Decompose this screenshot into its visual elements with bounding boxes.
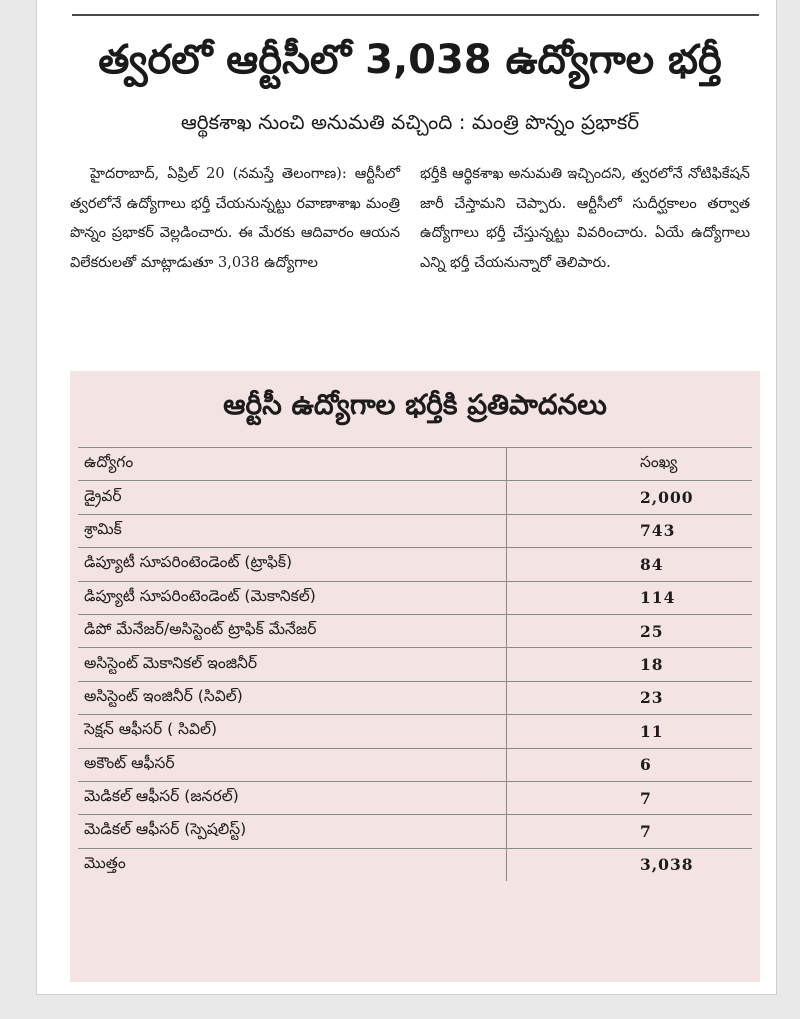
post-count: 25 (507, 614, 753, 647)
post-count: 7 (507, 781, 753, 814)
post-name: డిపో మేనేజర్/అసిస్టెంట్ ట్రాఫిక్ మేనేజర్ (78, 614, 507, 647)
table-title: ఆర్టీసీ ఉద్యోగాల భర్తీకి ప్రతిపాదనలు (223, 388, 607, 421)
post-name: డిప్యూటీ సూపరింటెండెంట్ (మెకానికల్) (78, 581, 507, 614)
total-count: 3,038 (640, 855, 694, 875)
post-count: 18 (507, 648, 753, 681)
table-row (78, 648, 752, 681)
table-total-row (78, 848, 752, 881)
post-count: 2,000 (507, 481, 753, 514)
table-header-row (78, 448, 752, 481)
post-name: సెక్షన్ ఆఫీసర్ ( సివిల్) (78, 715, 507, 748)
table-row (78, 748, 752, 781)
post-name: మెడికల్ ఆఫీసర్ (జనరల్) (78, 781, 507, 814)
table-row (78, 614, 752, 647)
article-body-left: హైదరాబాద్, ఏప్రిల్ 20 (నమస్తే తెలంగాణ): ఆర్టీసీలో త్వరలోనే ఉద్యోగాలు భర్తీ చేయనున్నట్టు రవాణాశాఖ మంత్రి పొన్నం ప్రభాకర్ వెల్లడించారు. ఈ మేరకు ఆదివారం ఆయన విలేకరులతో మాట్లాడుతూ 3,038 ఉద్యోగాల (70, 166, 400, 271)
header-post: ఉద్యోగం (78, 448, 507, 481)
post-name: డిప్యూటీ సూపరింటెండెంట్ (ట్రాఫిక్) (78, 548, 507, 581)
post-name: డ్రైవర్ (78, 481, 507, 514)
post-name: మెడికల్ ఆఫీసర్ (స్పెషలిస్ట్) (78, 815, 507, 848)
table-row (78, 815, 752, 848)
table-row (78, 514, 752, 547)
table-row (78, 481, 752, 514)
total-label: మొత్తం (78, 848, 507, 881)
post-count: 7 (507, 815, 753, 848)
table-row (78, 548, 752, 581)
top-rule (72, 14, 759, 16)
post-name: శ్రామిక్ (78, 514, 507, 547)
header-count: సంఖ్య (507, 448, 753, 481)
post-count: 11 (507, 715, 753, 748)
table-row (78, 681, 752, 714)
table-row (78, 581, 752, 614)
post-name: అసిస్టెంట్ మెకానికల్ ఇంజినీర్ (78, 648, 507, 681)
headline: త్వరలో ఆర్టీసీలో 3,038 ఉద్యోగాల భర్తీ (98, 37, 722, 83)
post-count: 743 (507, 514, 753, 547)
table-row (78, 781, 752, 814)
post-name: అసిస్టెంట్ ఇంజినీర్ (సివిల్) (78, 681, 507, 714)
post-count: 23 (507, 681, 753, 714)
table-row (78, 715, 752, 748)
post-count: 114 (507, 581, 753, 614)
proposals-box (70, 371, 760, 982)
post-count: 84 (507, 548, 753, 581)
article-body-right: భర్తీకి ఆర్థికశాఖ అనుమతి ఇచ్చిందని, త్వరలోనే నోటిఫికేషన్ జారీ చేస్తామని చెప్పారు. ఆర్టీసీలో సుదీర్ఘకాలం తర్వాత ఉద్యోగాలు భర్తీ చేస్తున్నట్టు వివరించారు. ఏయే ఉద్యోగాలు ఎన్ని భర్తీ చేయనున్నారో తెలిపారు. (420, 166, 750, 271)
subheadline: ఆర్థికశాఖ నుంచి అనుమతి వచ్చింది : మంత్రి పొన్నం ప్రభాకర్ (180, 110, 640, 134)
proposals-table (78, 447, 752, 881)
post-name: అకౌంట్ ఆఫీసర్ (78, 748, 507, 781)
post-count: 6 (507, 748, 753, 781)
